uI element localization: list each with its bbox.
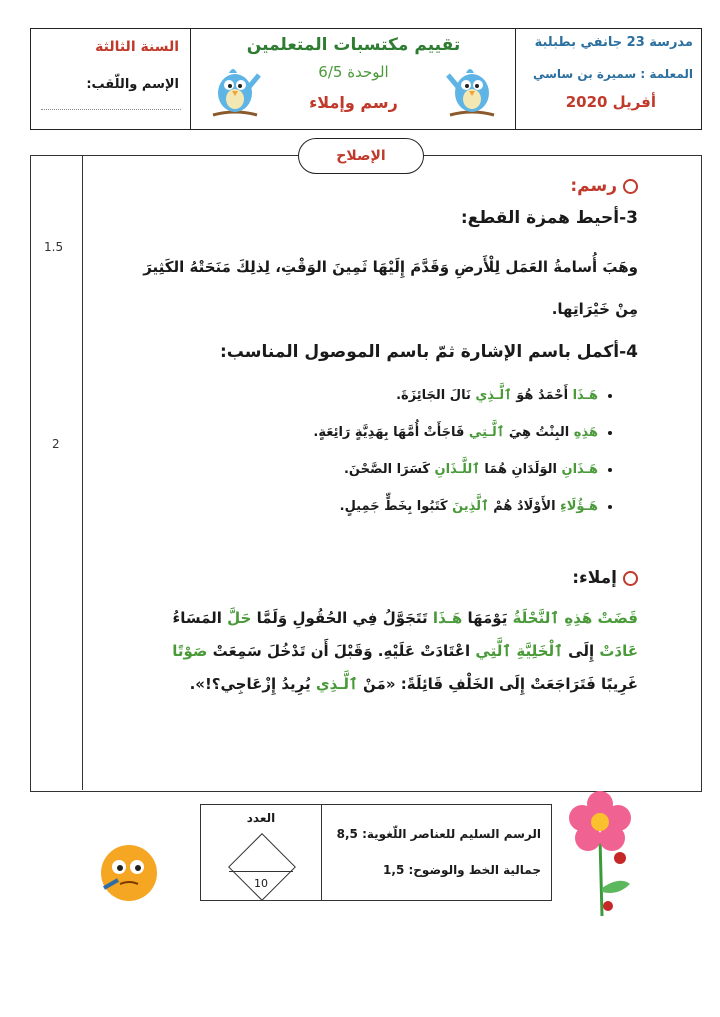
header-table xyxy=(30,28,702,130)
criteria-box xyxy=(200,804,552,901)
student-name-label: الإسم واللّقب: xyxy=(86,77,179,92)
teacher-name: المعلمة : سميرة بن ساسي xyxy=(532,67,693,81)
dictation-segment: عَادَتْ xyxy=(599,642,638,660)
dictation-segment: تَتَجَوَّلُ فِي الحُقُولِ وَلَمَّا xyxy=(251,609,433,627)
q4-title: 4-أكمل باسم الإشارة ثمّ باسم الموصول المناسب: xyxy=(220,342,638,362)
grade-label: السنة الثالثة xyxy=(95,39,179,55)
q4-answer-list xyxy=(78,388,620,536)
dictation-segment: هَـذَا xyxy=(432,609,463,627)
school-name: مدرسة 23 جانفي بطبلبة xyxy=(534,35,693,50)
score-q3: 1.5 xyxy=(44,240,64,254)
list-item: • هَـذَانِ الوَلَدَانِ هُمَا ٱللَّـذَانِ كَسَرَا الصَّحْنَ. xyxy=(78,462,598,477)
criterion-2: جمالية الخط والوضوح: 1,5 xyxy=(383,863,541,877)
dictation-line2 xyxy=(38,635,638,668)
q3-text-line1: وهَبَ أُسامةُ العَمَل لِلْأَرضِ وَقَدَّمَ إِلَيْهَا ثَمِينَ الوَقْتِ، لِذلِكَ مَنَحَتْهُ الكَثِيرَ xyxy=(143,258,638,276)
list-item: • هَذِهِ البِنْتُ هِيَ ٱلَّـتِي فَاجَأَتْ أُمَّهَا بِهَدِيَّةٍ رَائِعَةٍ. xyxy=(78,425,598,440)
dictation-segment: غَرِيبًا فَتَرَاجَعَتْ إِلَى الخَلْفِ قَائِلَةً: «مَنْ xyxy=(357,675,638,693)
q3-text-line2: مِنْ خَيْرَاتِها. xyxy=(551,300,638,318)
dictation-segment: اعْتَادَتْ عَلَيْهِ. وَقَبْلَ أَن تَدْخُلَ سَمِعَتْ xyxy=(207,642,476,660)
dictation-segment: ٱلَّـذِي xyxy=(315,675,358,693)
list-item: • هَـذَا أَحْمَدُ هُوَ ٱلَّـذِي نَالَ الجَائِزَةَ. xyxy=(78,388,598,403)
circle-bullet-icon xyxy=(623,179,638,194)
section-heading-dictation xyxy=(572,568,638,588)
exam-date: أفريل 2020 xyxy=(565,93,656,111)
name-dotted-line xyxy=(41,109,181,110)
dictation-line3 xyxy=(38,668,638,701)
section-heading-drawing xyxy=(570,176,638,196)
dictation-segment: المَسَاءُ xyxy=(172,609,228,627)
dictation-segment: قَضَتْ هَذِهِ ٱلنَّحْلَةُ xyxy=(512,609,638,627)
header-school-cell xyxy=(515,29,701,129)
dictation-segment: يُرِيدُ إِزْعَاجِي؟!». xyxy=(189,675,316,693)
dictation-segment: ٱلْخَلِيَّةِ ٱلَّتِي xyxy=(475,642,563,660)
dictation-segment: صَوْتًا xyxy=(172,642,208,660)
score-q4: 2 xyxy=(52,437,60,451)
page-title: تقييم مكتسبات المتعلمين xyxy=(246,35,461,55)
dictation-segment: إِلَى xyxy=(562,642,600,660)
total-label: العدد xyxy=(246,811,276,825)
header-title-cell xyxy=(190,29,516,129)
q3-title: 3-أحيط همزة القطع: xyxy=(460,208,638,228)
dictation-paragraph xyxy=(38,602,638,701)
correction-badge: الإصلاح xyxy=(298,138,424,174)
score-diamond xyxy=(228,833,296,901)
dictation-heading-text: إملاء: xyxy=(572,568,617,588)
dictation-segment: يَوْمَهَا xyxy=(462,609,513,627)
flower-icon xyxy=(560,788,640,918)
thinking-emoji-icon xyxy=(96,840,162,906)
criteria-divider xyxy=(321,805,322,900)
subject-label: رسم وإملاء xyxy=(309,93,398,112)
list-item: • هَـؤُلَاءِ الأَوْلَادُ هُمْ ٱلَّذِينَ كَتَبُوا بِخَطٍّ جَمِيلٍ. xyxy=(78,499,598,514)
drawing-heading-text: رسم: xyxy=(570,176,617,196)
fraction-line xyxy=(229,871,293,872)
total-score: 10 xyxy=(254,877,268,890)
unit-label: الوحدة 6/5 xyxy=(318,63,389,81)
dictation-line1 xyxy=(38,602,638,635)
circle-bullet-icon xyxy=(623,571,638,586)
header-student-cell xyxy=(31,29,191,129)
criterion-1: الرسم السليم للعناصر اللّغوية: 8,5 xyxy=(336,827,541,841)
dictation-segment: حَلَّ xyxy=(227,609,252,627)
